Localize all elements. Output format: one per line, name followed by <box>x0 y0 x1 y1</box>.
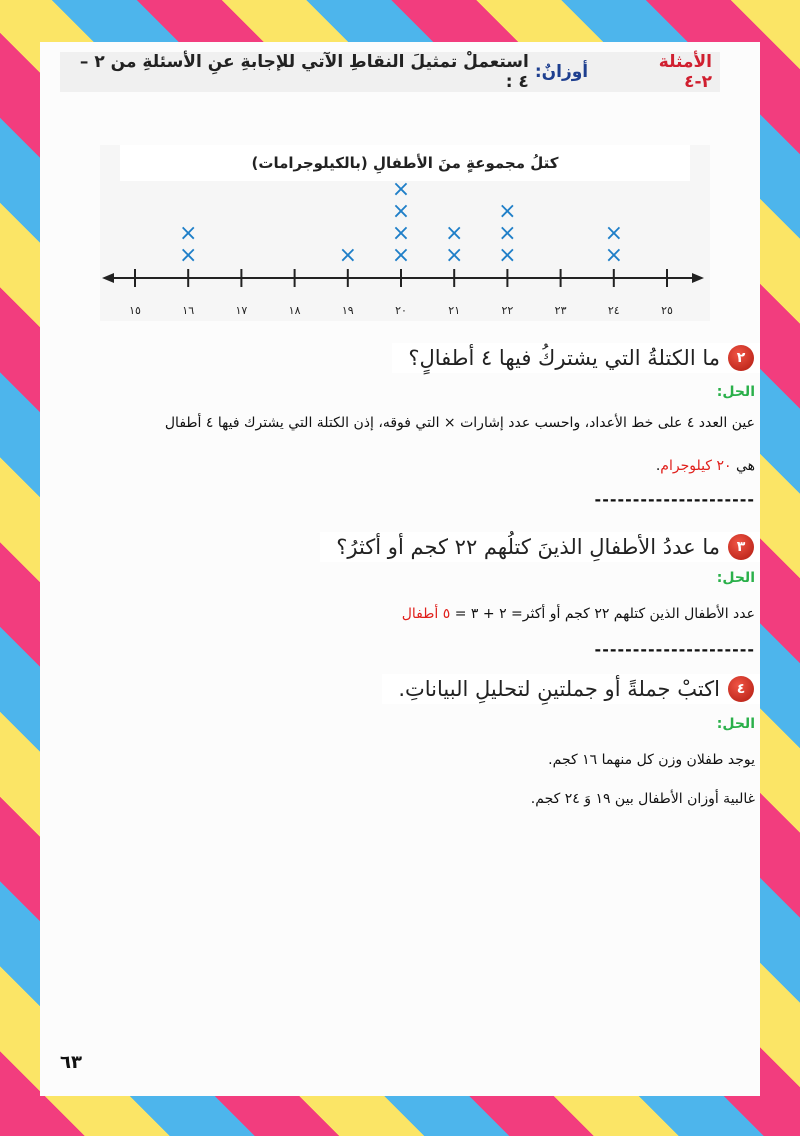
data-point-x-mark: × <box>498 199 517 224</box>
left-arrow-icon <box>102 273 114 283</box>
question-number-badge: ٢ <box>728 345 754 371</box>
tick-label: ٢٤ <box>607 304 620 317</box>
data-point-x-mark: × <box>604 221 624 246</box>
question-number-badge: ٤ <box>728 676 754 702</box>
solution-label: الحل: <box>716 384 755 400</box>
question-text: ما الكتلةُ التي يشتركُ فيها ٤ أطفالٍ؟ <box>408 346 720 370</box>
data-point-x-mark: × <box>338 243 358 268</box>
data-point-x-mark: × <box>391 199 411 224</box>
line-plot-svg <box>100 145 710 321</box>
data-point-x-mark: × <box>444 243 464 268</box>
line-plot <box>100 145 710 321</box>
text: . <box>655 458 661 474</box>
question-text: اكتبْ جملةً أو جملتينِ لتحليلِ البياناتِ. <box>398 677 720 701</box>
solution-text: يوجد طفلان وزن كل منهما ١٦ كجم. <box>548 752 755 768</box>
topic-label: أوزانٌ: <box>534 62 589 82</box>
data-point-x-mark: × <box>604 243 624 268</box>
question-4 <box>382 674 760 704</box>
page-number: ٦٣ <box>60 1052 82 1073</box>
separator: --------------------- <box>594 640 755 659</box>
data-point-x-mark: × <box>178 243 198 268</box>
solution-text: غالبية أوزان الأطفال بين ١٩ وَ ٢٤ كجم. <box>530 791 755 807</box>
tick-label: ١٨ <box>288 304 301 317</box>
tick-label: ٢٥ <box>661 304 673 317</box>
tick-label: ٢١ <box>448 304 461 317</box>
tick-label: ١٧ <box>235 304 248 317</box>
data-point-x-mark: × <box>391 177 411 202</box>
tick-label: ١٥ <box>129 304 141 317</box>
tick-label: ٢٣ <box>554 304 567 317</box>
question-3 <box>320 532 760 562</box>
chart-title: كتلُ مجموعةٍ منَ الأطفالِ (بالكيلوجرامات) <box>120 145 690 181</box>
solution-text <box>402 606 755 622</box>
question-2 <box>392 343 760 373</box>
solution-text <box>656 458 755 474</box>
solution-label: الحل: <box>716 570 755 586</box>
question-number-badge: ٣ <box>728 534 754 560</box>
data-point-x-mark: × <box>178 221 198 246</box>
solution-label: الحل: <box>716 716 755 732</box>
data-point-x-mark: × <box>444 221 464 246</box>
tick-label: ٢٠ <box>395 304 407 317</box>
separator: --------------------- <box>594 490 755 509</box>
right-arrow-icon <box>692 273 704 283</box>
text: عدد الأطفال الذين كتلهم ٢٢ كجم أو أكثر= ٢ + ٣ = <box>450 606 755 622</box>
text: هي <box>735 458 755 474</box>
answer: ٥ أطفال <box>401 606 451 622</box>
answer: ٢٠ كيلوجرام <box>660 458 732 474</box>
exercise-header <box>60 52 720 92</box>
question-text: ما عددُ الأطفالِ الذينَ كتلُهم ٢٢ كجم أو أكثرُ؟ <box>336 535 720 559</box>
data-point-x-mark: × <box>498 221 517 246</box>
tick-label: ١٩ <box>341 304 354 317</box>
data-point-x-mark: × <box>391 221 411 246</box>
solution-text: عين العدد ٤ على خط الأعداد، واحسب عدد إشارات × التي فوقه، إذن الكتلة التي يشترك فيها ٤ أطفال <box>164 415 755 431</box>
instruction: استعملْ تمثيلَ النقاطِ الآتي للإجابةِ عنِ الأسئلةِ من ٢ – ٤ : <box>79 52 529 92</box>
tick-label: ٢٢ <box>501 304 514 317</box>
example-reference: الأمثلة ٢-٤ <box>658 52 712 92</box>
data-point-x-mark: × <box>391 243 411 268</box>
tick-label: ١٦ <box>182 304 195 317</box>
data-point-x-mark: × <box>498 243 517 268</box>
